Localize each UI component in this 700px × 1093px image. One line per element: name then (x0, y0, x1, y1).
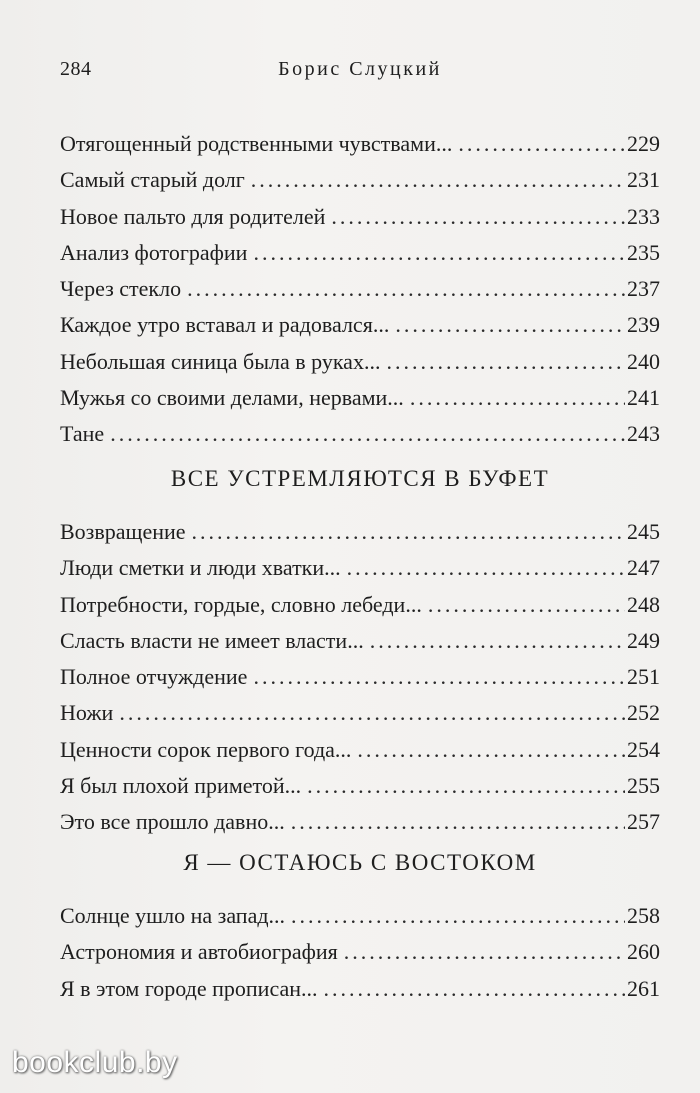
toc-entry-page: 251 (627, 664, 660, 690)
toc-entry-title: Самый старый долг (60, 167, 245, 193)
toc-entry-page: 245 (627, 519, 660, 544)
toc-entry-title: Солнце ушло на запад... (60, 903, 286, 928)
toc-entry (60, 934, 660, 970)
toc-entry (60, 971, 660, 1007)
running-head-author: Борис Слуцкий (278, 58, 442, 80)
toc-entry (60, 550, 660, 586)
section-heading: ВСЕ УСТРЕМЛЯЮТСЯ В БУФЕТ (170, 466, 550, 491)
toc-leader-dots (410, 380, 625, 416)
toc-entry-page: 257 (627, 809, 660, 835)
toc-leader-dots (428, 587, 625, 623)
toc-entry-page: 240 (627, 348, 660, 374)
toc-entry-title: Полное отчуждение (60, 664, 248, 690)
toc-entry (60, 235, 660, 271)
toc-leader-dots (251, 162, 625, 198)
toc-entry (60, 768, 660, 804)
section-heading: Я — ОСТАЮСЬ С ВОСТОКОМ (183, 850, 537, 875)
toc-entry (60, 271, 660, 307)
toc-entry-title: Возвращение (60, 519, 186, 544)
page-number: 284 (60, 58, 92, 80)
toc-entry-page: 260 (627, 939, 660, 965)
toc-entry-title: Я был плохой приметой... (60, 773, 302, 799)
toc-leader-dots (331, 199, 625, 235)
toc-entry-page: 235 (627, 239, 660, 265)
toc-entry (60, 126, 660, 162)
toc-entry-page: 248 (627, 591, 660, 617)
toc-leader-dots (110, 416, 625, 452)
toc-entry-title: Люди сметки и люди хватки... (60, 555, 341, 581)
toc-leader-dots (357, 732, 625, 768)
toc-entry (60, 804, 660, 840)
toc-entry-page: 258 (627, 903, 660, 928)
toc-leader-dots (119, 695, 625, 731)
toc-leader-dots (324, 971, 625, 1007)
toc-entry-title: Тане (60, 421, 105, 447)
toc-entry (60, 695, 660, 731)
toc-entry-title: Потребности, гордые, словно лебеди... (60, 591, 422, 617)
toc-entry-page: 243 (627, 421, 660, 447)
toc-entry-title: Каждое утро вставал и радовался... (60, 312, 390, 338)
toc-entry-page: 252 (627, 700, 660, 726)
toc-leader-dots (395, 307, 625, 343)
toc-leader-dots (344, 934, 625, 970)
toc-entry-title: Ножи (60, 700, 114, 726)
toc-entry (60, 344, 660, 380)
toc-entry-title: Через стекло (60, 276, 182, 302)
toc-entry-title: Это все прошло давно... (60, 809, 285, 835)
toc-entry (60, 623, 660, 659)
toc-leader-dots (347, 550, 625, 586)
toc-entry-page: 241 (627, 385, 660, 411)
toc-leader-dots (458, 126, 625, 162)
toc-entry-title: Анализ фотографии (60, 239, 248, 265)
toc-entry-page: 249 (627, 627, 660, 653)
toc-entry (60, 199, 660, 235)
toc-entry-title: Я в этом городе прописан... (60, 975, 318, 1001)
toc-entry-title: Новое пальто для родителей (60, 203, 326, 229)
toc-entry (60, 162, 660, 198)
page-header (60, 58, 660, 88)
toc-entry-title: Сласть власти не имеет власти... (60, 627, 364, 653)
toc-entry (60, 659, 660, 695)
toc-entry-title: Мужья со своими делами, нервами... (60, 385, 404, 411)
toc-entry-title: Небольшая синица была в руках... (60, 348, 381, 374)
toc-entry-page: 231 (627, 167, 660, 193)
toc-entry-page: 239 (627, 312, 660, 338)
toc-entry (60, 307, 660, 343)
toc-entry (60, 732, 660, 768)
toc-leader-dots (253, 235, 625, 271)
toc-leader-dots (192, 514, 625, 550)
toc-entry-title: Ценности сорок первого года... (60, 736, 352, 762)
toc-leader-dots (291, 804, 625, 840)
toc-leader-dots (307, 768, 625, 804)
toc-entry (60, 587, 660, 623)
toc-entry-page: 233 (627, 203, 660, 229)
toc-leader-dots (253, 659, 625, 695)
toc-leader-dots (386, 344, 625, 380)
toc-entry (60, 416, 660, 452)
toc-entry-page: 229 (627, 131, 660, 156)
toc-entry-page: 255 (627, 773, 660, 799)
toc-entry-page: 254 (627, 736, 660, 762)
toc-group-3 (60, 898, 660, 1007)
toc-entry-title: Отягощенный родственными чувствами... (60, 131, 453, 156)
site-watermark: bookclub.by (12, 1046, 178, 1079)
toc-leader-dots (370, 623, 625, 659)
toc-entry-page: 247 (627, 555, 660, 581)
toc-entry-page: 237 (627, 276, 660, 302)
toc-entry (60, 514, 660, 550)
toc-leader-dots (187, 271, 625, 307)
toc-entry (60, 898, 660, 934)
toc-entry-title: Астрономия и автобиография (60, 939, 338, 965)
toc-group-1 (60, 126, 660, 453)
toc-entry (60, 380, 660, 416)
toc-group-2 (60, 514, 660, 841)
toc-entry-page: 261 (627, 975, 660, 1001)
toc-leader-dots (291, 898, 625, 934)
